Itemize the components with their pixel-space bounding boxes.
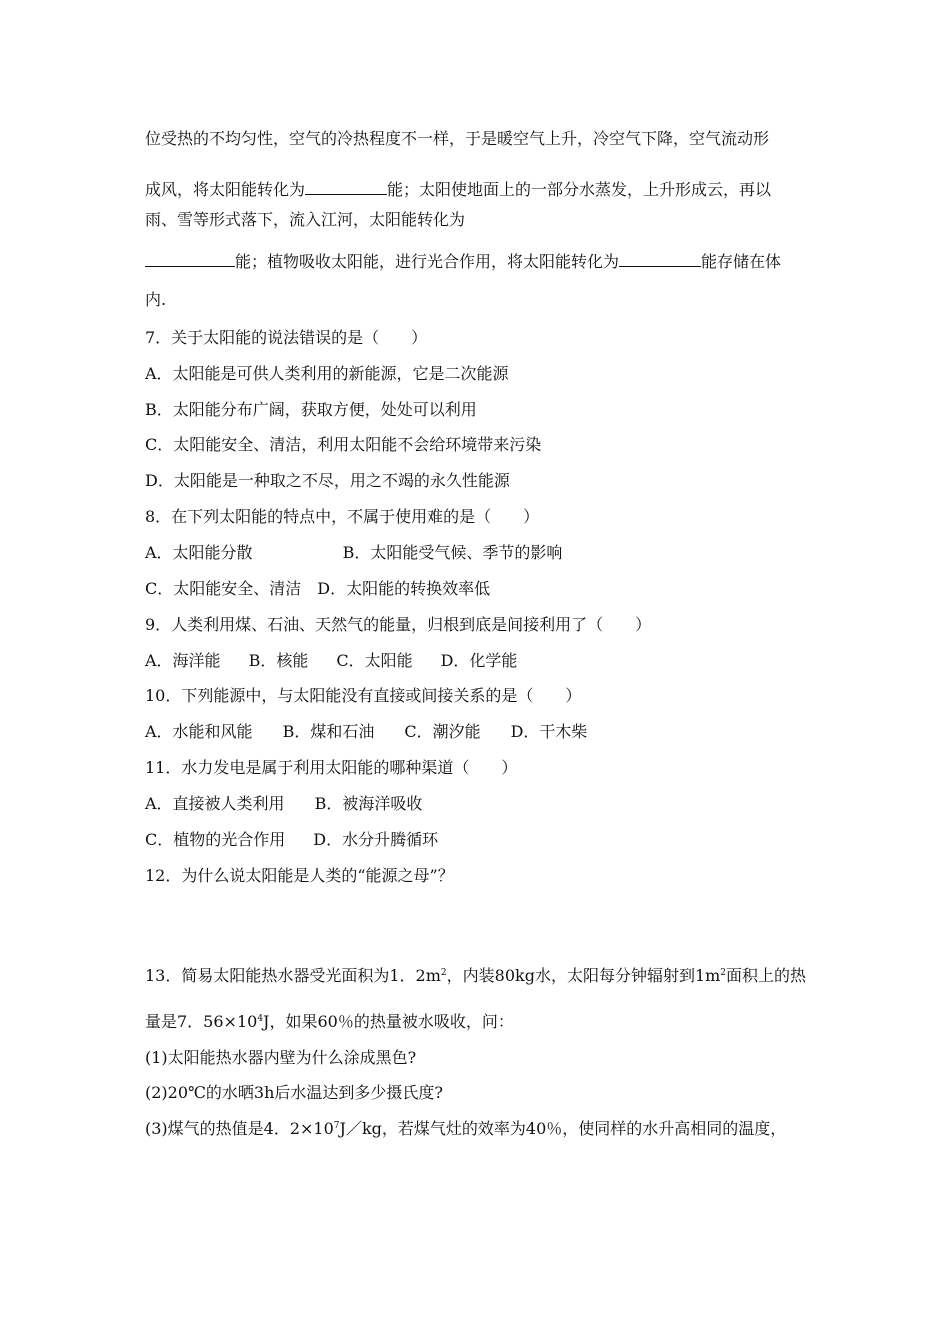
q7-option-c: C．太阳能安全、清洁，利用太阳能不会给环境带来污染 — [145, 435, 542, 454]
q13-text: 13．简易太阳能热水器受光面积为1．2m — [145, 966, 441, 985]
q13-text: ，内装80kg水，太阳每分钟辐射到1m — [446, 966, 721, 985]
q6-line-1: 位受热的不均匀性，空气的冷热程度不一样，于是暖空气上升，冷空气下降，空气流动形 — [145, 129, 770, 148]
q10-option-c: C．潮汐能 — [404, 722, 481, 741]
q8-stem: 8．在下列太阳能的特点中，不属于使用难的是（ ） — [145, 507, 540, 526]
q6-line-3: 雨、雪等形式落下，流入江河，太阳能转化为 — [145, 210, 466, 229]
q13-sub-1: (1)太阳能热水器内壁为什么涂成黑色? — [145, 1048, 417, 1067]
q7-stem: 7．关于太阳能的说法错误的是（ ） — [145, 328, 428, 347]
q9-stem: 9．人类利用煤、石油、天然气的能量，归根到底是间接利用了（ ） — [145, 615, 652, 634]
answer-blank-2[interactable] — [145, 250, 235, 267]
q10-options — [145, 722, 587, 742]
q6-line-4 — [145, 250, 781, 272]
q13-text: J／kg，若煤气灶的效率为40％，使同样的水升高相同的温度， — [339, 1119, 787, 1138]
q13-sub-3 — [145, 1119, 786, 1139]
q8-options-ab — [145, 543, 562, 563]
q9-option-a: A．海洋能 — [145, 651, 221, 670]
q8-option-c: C．太阳能安全、清洁 — [145, 579, 302, 598]
q8-option-a: A．太阳能分散 — [145, 543, 253, 562]
q8-options-cd — [145, 579, 490, 599]
answer-blank-1[interactable] — [305, 178, 387, 195]
q10-option-b: B．煤和石油 — [282, 722, 375, 741]
q7-option-a: A．太阳能是可供人类利用的新能源，它是二次能源 — [145, 364, 509, 383]
q6-text: 成风，将太阳能转化为 — [145, 180, 306, 199]
q8-option-b: B．太阳能受气候、季节的影响 — [342, 543, 563, 562]
q11-option-c: C．植物的光合作用 — [145, 830, 286, 849]
q7-option-d: D．太阳能是一种取之不尽，用之不竭的永久性能源 — [145, 471, 510, 490]
q8-option-d: D．太阳能的转换效率低 — [317, 579, 491, 598]
superscript: 2 — [720, 968, 727, 978]
q6-line-5: 内. — [145, 290, 167, 309]
q13-text: J，如果60％的热量被水吸收，问： — [263, 1012, 514, 1031]
q6-line-2 — [145, 178, 771, 200]
answer-blank-3[interactable] — [619, 250, 701, 267]
q9-option-d: D．化学能 — [440, 651, 518, 670]
q11-stem: 11．水力发电是属于利用太阳能的哪种渠道（ ） — [145, 758, 518, 777]
q9-option-c: C．太阳能 — [336, 651, 413, 670]
superscript: 4 — [257, 1014, 264, 1024]
q10-stem: 10．下列能源中，与太阳能没有直接或间接关系的是（ ） — [145, 686, 582, 705]
q12-stem: 12．为什么说太阳能是人类的“能源之母”？ — [145, 866, 454, 885]
q6-text: 能；植物吸收太阳能，进行光合作用，将太阳能转化为 — [235, 252, 620, 271]
q13-sub-2: (2)20℃的水晒3h后水温达到多少摄氏度? — [145, 1083, 443, 1102]
q11-options-ab — [145, 794, 422, 814]
q11-option-d: D．水分升腾循环 — [313, 830, 439, 849]
superscript: 2 — [440, 968, 447, 978]
superscript: 7 — [333, 1121, 340, 1131]
q6-text: 能；太阳使地面上的一部分水蒸发，上升形成云，再以 — [387, 180, 772, 199]
q11-option-b: B．被海洋吸收 — [314, 794, 423, 813]
q13-text: 面积上的热 — [726, 966, 807, 985]
q13-line-1 — [145, 966, 806, 986]
q9-option-b: B．核能 — [248, 651, 309, 670]
q11-option-a: A．直接被人类利用 — [145, 794, 285, 813]
q6-text: 能存储在体 — [701, 252, 782, 271]
q11-options-cd — [145, 830, 438, 850]
q7-option-b: B．太阳能分布广阔，获取方便，处处可以利用 — [145, 400, 477, 419]
q13-line-2 — [145, 1012, 514, 1032]
q10-option-d: D．干木柴 — [510, 722, 588, 741]
q13-text: 量是7．56×10 — [145, 1012, 258, 1031]
q10-option-a: A．水能和风能 — [145, 722, 253, 741]
q9-options — [145, 651, 517, 671]
q13-text: (3)煤气的热值是4．2×10 — [145, 1119, 334, 1138]
